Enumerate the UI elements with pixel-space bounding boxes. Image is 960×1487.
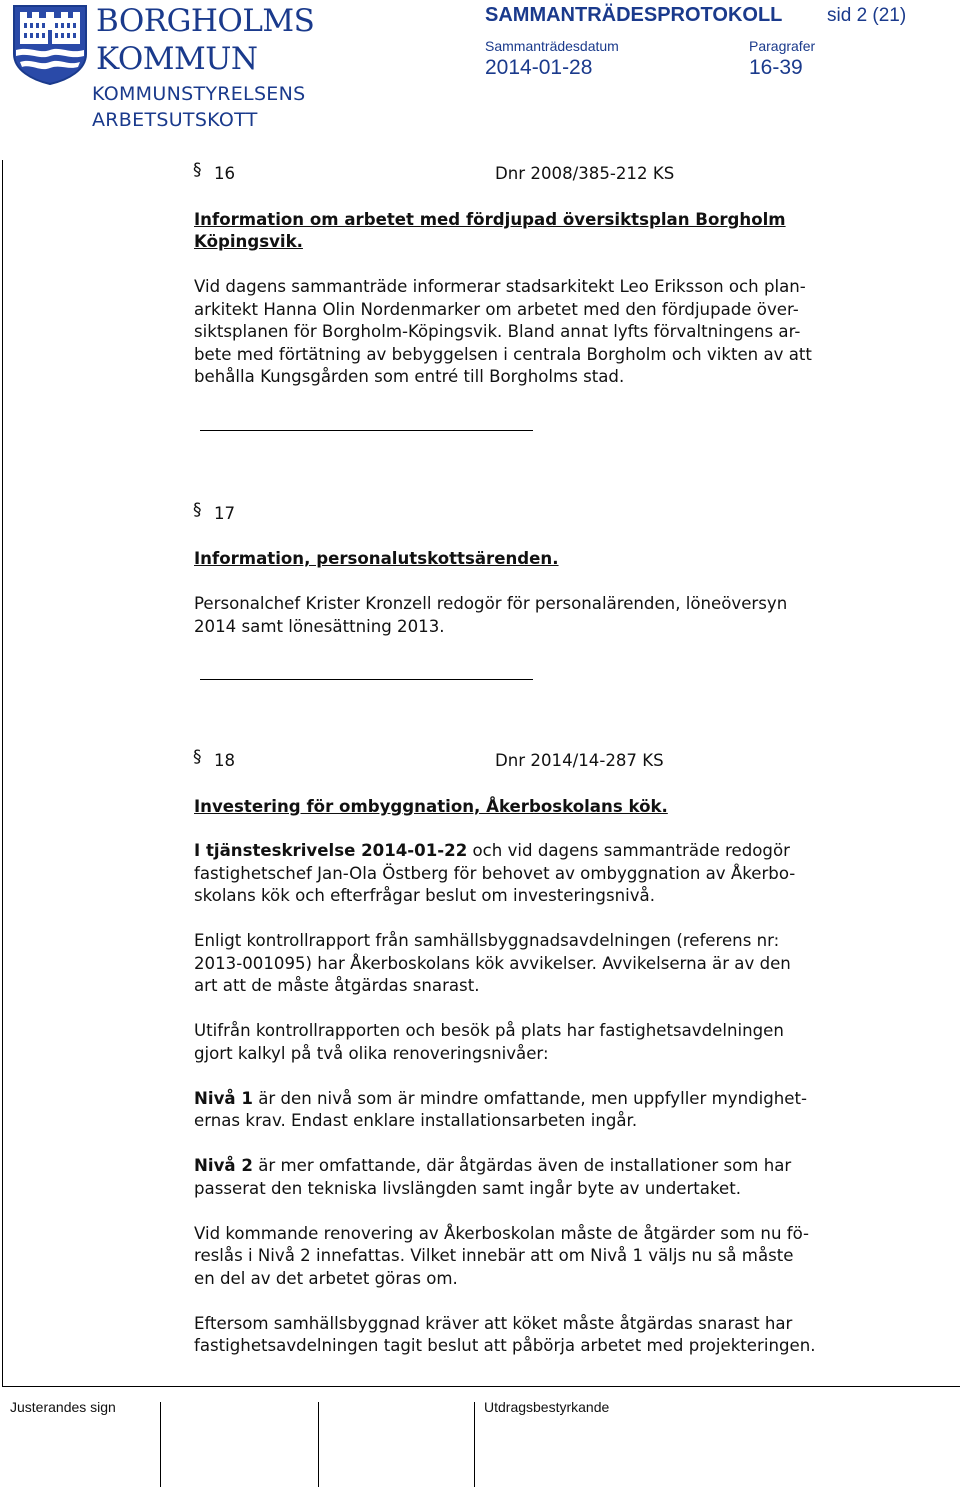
paragraph-line: reslås i Nivå 2 innefattas. Vilket innebär att om Nivå 1 väljs nu så måste	[194, 1246, 794, 1265]
extract-certification-label: Utdragsbestyrkande	[484, 1399, 610, 1415]
document-reference: I tjänsteskrivelse 2014-01-22	[194, 841, 468, 860]
paragraph-line	[194, 840, 790, 863]
paragraph-line: art att de måste åtgärdas snarast.	[194, 976, 480, 995]
paragraph-line: ernas krav. Endast enklare installationsarbeten ingår.	[194, 1111, 638, 1130]
paragraph-line: Eftersom samhällsbyggnad kräver att köket måste åtgärdas snarast har	[194, 1314, 793, 1333]
section-symbol: §	[193, 500, 202, 520]
signature-label: Justerandes sign	[10, 1399, 116, 1415]
section-heading: Information, personalutskottsärenden.	[194, 549, 559, 568]
section-divider	[200, 679, 533, 680]
section-divider	[200, 430, 533, 431]
paragraph-line: Vid dagens sammanträde informerar stadsarkitekt Leo Eriksson och plan-	[194, 277, 806, 296]
organization-name-line1: BORGHOLMS	[96, 3, 315, 39]
paragraphs-value: 16-39	[749, 56, 803, 79]
page-frame-bottom	[2, 1386, 960, 1387]
signature-box-divider	[318, 1402, 319, 1487]
section-heading: Information om arbetet med fördjupad översiktsplan Borgholm	[194, 210, 786, 229]
paragraph-line: fastighetsavdelningen tagit beslut att påbörja arbetet med projekteringen.	[194, 1336, 816, 1355]
paragraph-text: är mer omfattande, där åtgärdas även de installationer som har	[252, 1156, 792, 1175]
section-heading: Köpingsvik.	[194, 232, 303, 251]
paragraph-text: och vid dagens sammanträde redogör	[467, 841, 790, 860]
date-value: 2014-01-28	[485, 56, 593, 79]
organization-name	[96, 2, 314, 78]
paragraph-line: 2014 samt lönesättning 2013.	[194, 617, 445, 636]
paragraph-line: skolans kök och efterfrågar beslut om investeringsnivå.	[194, 886, 656, 905]
organization-name-line2: KOMMUN	[96, 41, 258, 77]
page-info: sid 2 (21)	[827, 5, 907, 26]
paragraph-line: arkitekt Hanna Olin Nordenmarker om arbetet med den fördjupade över-	[194, 300, 799, 319]
page-frame-left	[2, 160, 3, 1387]
paragraph-line: Personalchef Krister Kronzell redogör för personalärenden, löneöversyn	[194, 594, 788, 613]
protocol-title: SAMMANTRÄDESPROTOKOLL	[485, 4, 783, 26]
section-number: 17	[214, 504, 236, 523]
paragraph-line: passerat den tekniska livslängden samt ingår byte av undertaket.	[194, 1179, 741, 1198]
paragraph-line: gjort kalkyl på två olika renoveringsnivåer:	[194, 1044, 549, 1063]
section-symbol: §	[193, 160, 202, 180]
paragraph-line: siktsplanen för Borgholm-Köpingsvik. Bland annat lyfts förvaltningens ar-	[194, 322, 801, 341]
signature-box-divider	[474, 1402, 475, 1487]
case-number: Dnr 2014/14-287 KS	[495, 751, 664, 770]
section-number: 16	[214, 164, 236, 183]
committee-name-line1: KOMMUNSTYRELSENS	[92, 83, 306, 105]
signature-box-divider	[160, 1402, 161, 1487]
level-label: Nivå 1	[194, 1089, 253, 1108]
paragraph-line: en del av det arbetet göras om.	[194, 1269, 458, 1288]
section-number: 18	[214, 751, 236, 770]
paragraph-line	[194, 1155, 791, 1178]
paragraph-text: är den nivå som är mindre omfattande, men uppfyller myndighet-	[252, 1089, 808, 1108]
case-number: Dnr 2008/385-212 KS	[495, 164, 675, 183]
paragraphs-label: Paragrafer	[749, 38, 816, 54]
committee-name	[92, 81, 305, 133]
paragraph-line: Enligt kontrollrapport från samhällsbyggnadsavdelningen (referens nr:	[194, 931, 780, 950]
date-label: Sammanträdesdatum	[485, 38, 619, 54]
committee-name-line2: ARBETSUTSKOTT	[92, 109, 258, 131]
section-heading: Investering för ombyggnation, Åkerboskolans kök.	[194, 797, 668, 816]
section-symbol: §	[193, 747, 202, 767]
paragraph-line: Vid kommande renovering av Åkerboskolan måste de åtgärder som nu fö-	[194, 1224, 810, 1243]
paragraph-line: behålla Kungsgården som entré till Borgholms stad.	[194, 367, 625, 386]
paragraph-line: Utifrån kontrollrapporten och besök på plats har fastighetsavdelningen	[194, 1021, 784, 1040]
paragraph-line: bete med förtätning av bebyggelsen i centrala Borgholm och vikten av att	[194, 345, 812, 364]
paragraph-line: fastighetschef Jan-Ola Östberg för behovet av ombyggnation av Åkerbo-	[194, 864, 796, 883]
level-label: Nivå 2	[194, 1156, 253, 1175]
paragraph-line: 2013-001095) har Åkerboskolans kök avvikelser. Avvikelserna är av den	[194, 954, 791, 973]
paragraph-line	[194, 1088, 807, 1111]
castle-coat-of-arms-icon	[10, 4, 90, 86]
